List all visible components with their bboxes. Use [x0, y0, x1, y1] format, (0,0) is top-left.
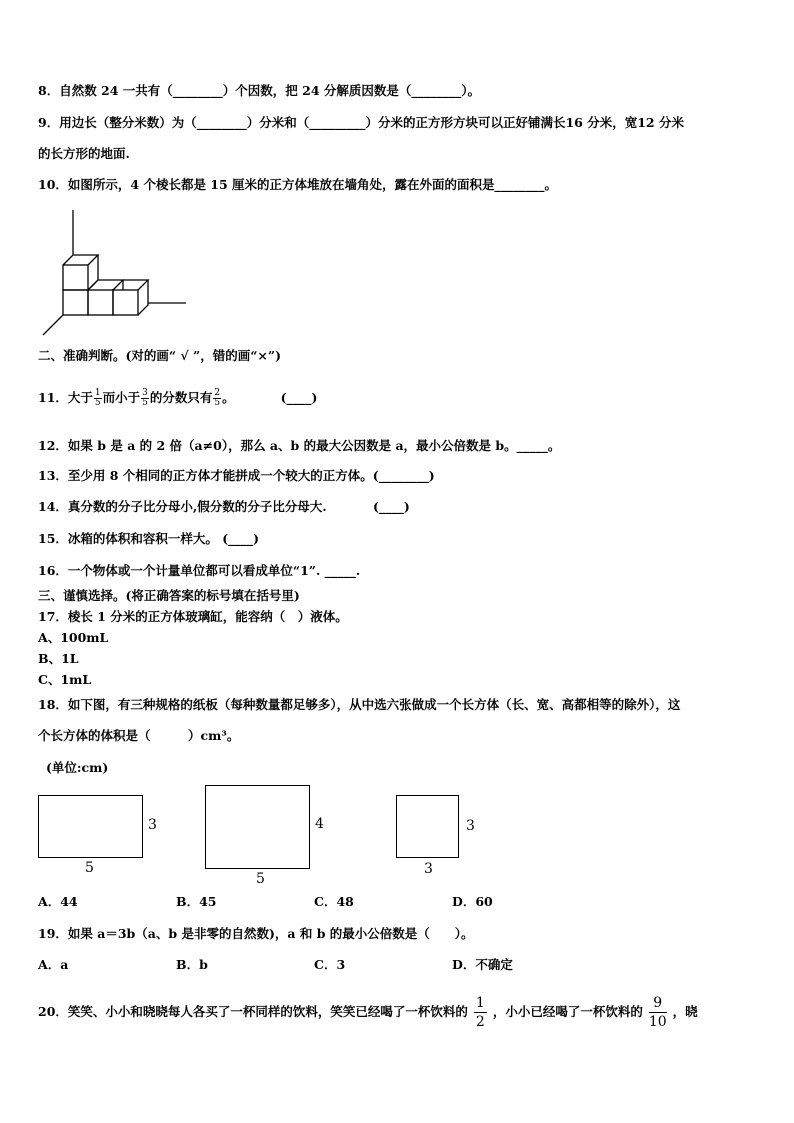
q17-option-b: B、1L: [38, 651, 79, 666]
fraction-three-fifths: [141, 389, 149, 408]
fraction-denominator: 5: [214, 398, 221, 408]
question-16: 16．一个物体或一个计量单位都可以看成单位“1”. _____.: [38, 563, 361, 578]
question-9-line1: 9．用边长（整分米数）为（________）分米和（_________）分米的正方形方块可以正好铺满长16 分米，宽12 分米: [38, 115, 684, 130]
question-14: [38, 499, 410, 515]
cubes-corner-figure: [38, 205, 193, 340]
rectangle-5x3: [38, 795, 143, 858]
q20-text-b: ，小小已经喝了一杯饮料的: [492, 1004, 643, 1019]
fraction-numerator: 2: [214, 388, 221, 398]
section-2-title: 二、准确判断。(对的画“ √ ”，错的画“×”): [38, 348, 281, 363]
q20-text-c: ，晓: [672, 1004, 698, 1019]
fraction-two-fifths: [213, 389, 221, 408]
question-12: 12．如果 b 是 a 的 2 倍（a≠0），那么 a、b 的最大公因数是 a，最小公倍数是 b。_____。: [38, 438, 561, 453]
rect2-width-label: 5: [256, 871, 265, 887]
fraction-numerator: 3: [142, 388, 148, 398]
question-13: 13．至少用 8 个相同的正方体才能拼成一个较大的正方体。(________): [38, 468, 435, 483]
rect3-height-label: 3: [466, 818, 475, 834]
question-20: [38, 994, 698, 1031]
question-18-line1: 18．如下图，有三种规格的纸板（每种数量都足够多），从中选六张做成一个长方体（长、宽、高都相等的除外），这: [38, 697, 681, 712]
rect1-height-label: 3: [148, 817, 157, 833]
question-9-line2: 的长方形的地面.: [38, 146, 130, 161]
q17-option-a: A、100mL: [38, 630, 109, 645]
fraction-nine-tenths: [649, 994, 667, 1031]
fraction-denominator: 5: [142, 398, 148, 408]
question-17: 17．棱长 1 分米的正方体玻璃缸，能容纳（ ）液体。: [38, 609, 348, 624]
fraction-numerator: 1: [475, 995, 485, 1011]
section-3-title: 三、谨慎选择。(将正确答案的标号填在括号里): [38, 588, 300, 603]
q18-option-a: A．44: [38, 894, 78, 909]
fraction-one-half: [474, 994, 487, 1031]
fraction-one-fifth: [94, 389, 102, 408]
question-15: 15．冰箱的体积和容积一样大。 (____): [38, 531, 260, 546]
rect3-width-label: 3: [424, 861, 433, 877]
fraction-denominator: 10: [648, 1014, 667, 1030]
rect1-width-label: 5: [85, 860, 94, 876]
fraction-denominator: 2: [475, 1014, 485, 1030]
q19-option-d: D．不确定: [452, 957, 513, 972]
question-10: 10．如图所示，4 个棱长都是 15 厘米的正方体堆放在墙角处，露在外面的面积是________。: [38, 177, 558, 192]
q19-option-a: A．a: [38, 957, 69, 972]
q18-option-c: C．48: [314, 894, 354, 909]
q14-text: 14．真分数的分子比分母小,假分数的分子比分母大.: [38, 499, 327, 514]
answer-blank: (____): [280, 390, 318, 405]
q11-text-b: 而小于: [102, 390, 141, 405]
rectangle-5x4: [205, 785, 310, 869]
fraction-denominator: 5: [94, 398, 101, 408]
answer-blank: (____): [372, 499, 410, 514]
q11-text-d: 。: [222, 390, 235, 405]
fraction-numerator: 1: [94, 388, 101, 398]
q11-text-c: 的分数只有: [149, 390, 213, 405]
q18-option-d: D．60: [452, 894, 493, 909]
rectangle-3x3: [396, 795, 459, 858]
rect2-height-label: 4: [315, 816, 324, 832]
question-18-line2: 个长方体的体积是（ ）cm³。: [38, 728, 240, 743]
q20-text-a: 20．笑笑、小小和晓晓每人各买了一杯同样的饮料，笑笑已经喝了一杯饮料的: [38, 1004, 468, 1019]
q17-option-c: C、1mL: [38, 672, 92, 687]
question-19: 19．如果 a＝3b（a、b 是非零的自然数)，a 和 b 的最小公倍数是（ ）。: [38, 926, 474, 941]
unit-label: (单位:cm): [46, 760, 109, 775]
question-11: [38, 389, 317, 408]
q19-option-b: B．b: [176, 957, 208, 972]
question-8: 8．自然数 24 一共有（________）个因数，把 24 分解质因数是（________）。: [38, 83, 481, 98]
q18-option-b: B．45: [176, 894, 217, 909]
q19-option-c: C．3: [314, 957, 346, 972]
fraction-numerator: 9: [649, 994, 667, 1013]
q11-text-a: 11．大于: [38, 390, 93, 405]
